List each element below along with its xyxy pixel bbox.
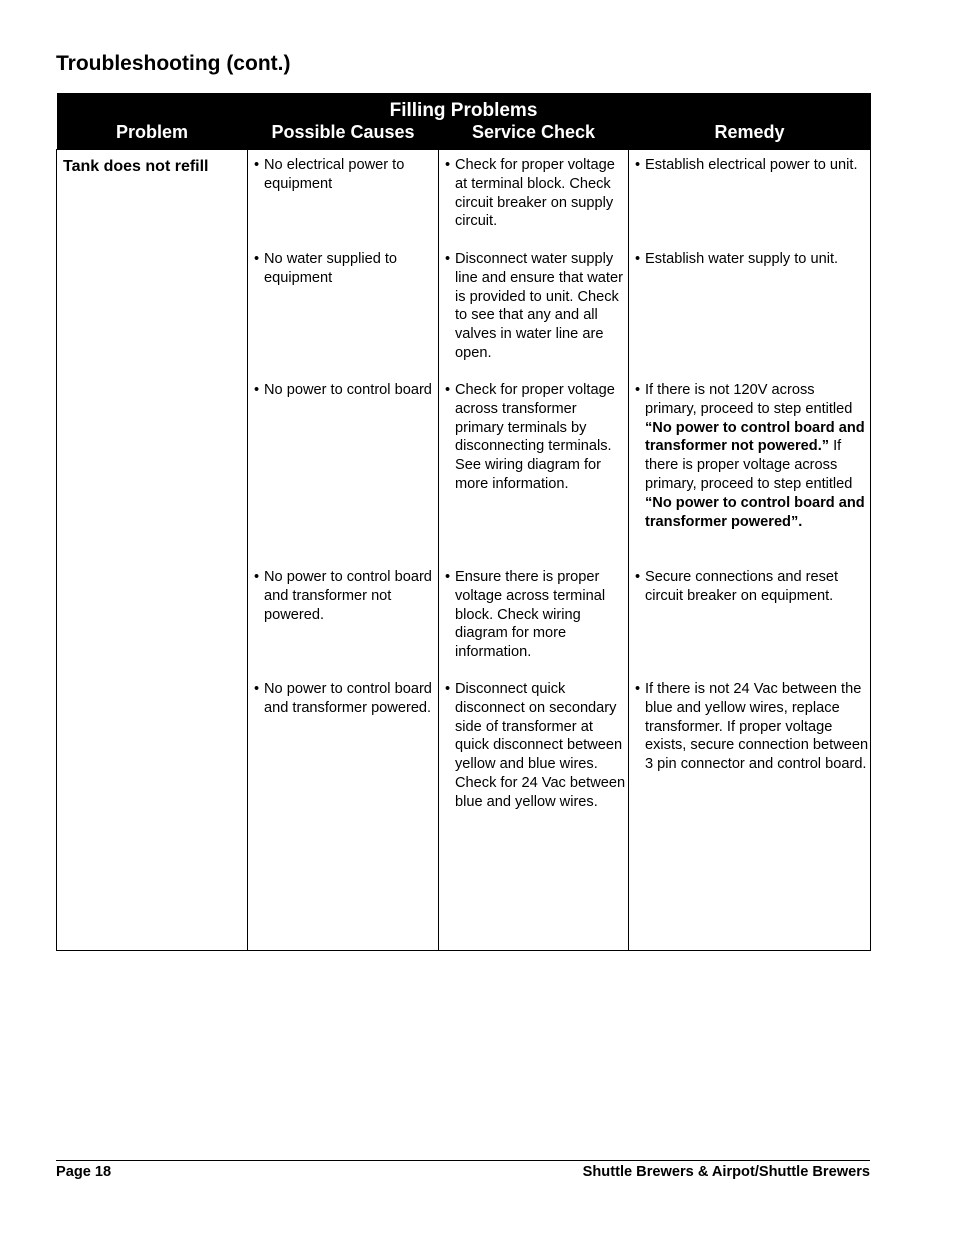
list-item <box>635 250 870 381</box>
section-title: Filling Problems <box>57 93 871 122</box>
bullet: • <box>254 569 260 585</box>
cause-text: No electrical power to equipment <box>264 157 405 192</box>
list-item <box>635 381 870 568</box>
bullet: • <box>635 382 641 398</box>
list-item <box>445 680 628 812</box>
bullet: • <box>635 251 641 267</box>
remedy-text-part: If there is not 120V across primary, proceed to step entitled <box>645 382 853 417</box>
troubleshooting-table <box>56 93 871 951</box>
remedy-text-part: If there is proper voltage across primary, proceed to step entitled <box>645 438 853 492</box>
page-title: Troubleshooting (cont.) <box>56 52 291 75</box>
bullet: • <box>254 382 260 398</box>
cause-text: No power to control board and transformer not powered. <box>264 569 432 623</box>
check-text: Disconnect quick disconnect on secondary side of transformer at quick disconnect between yellow and blue wires. Check for 24 Vac between blue and yellow wires. <box>455 681 626 810</box>
cause-text: No power to control board <box>264 382 432 398</box>
service-check-cell <box>439 150 629 951</box>
list-item <box>445 250 628 381</box>
footer-product-name: Shuttle Brewers & Airpot/Shuttle Brewers <box>582 1164 870 1180</box>
footer-page-number: Page 18 <box>56 1164 112 1180</box>
bullet: • <box>445 251 451 267</box>
check-text: Check for proper voltage across transformer primary terminals by disconnecting terminals. See wiring diagram for more information. <box>455 382 615 492</box>
problem-text: Tank does not refill <box>63 158 209 175</box>
list-item <box>254 381 438 568</box>
list-item <box>635 680 870 774</box>
remedy-step-reference: “No power to control board and transformer not powered.” <box>645 419 865 455</box>
remedy-text: Secure connections and reset circuit breaker on equipment. <box>645 569 839 604</box>
bullet: • <box>635 681 641 697</box>
list-item <box>445 568 628 680</box>
list-item <box>254 250 438 381</box>
remedy-step-reference: “No power to control board and transformer powered”. <box>645 494 865 530</box>
list-item <box>254 568 438 680</box>
cause-text: No water supplied to equipment <box>264 251 398 286</box>
bullet: • <box>445 157 451 173</box>
column-header-problem: Problem <box>57 122 248 150</box>
remedy-cell <box>629 150 871 951</box>
bullet: • <box>445 382 451 398</box>
check-text: Check for proper voltage at terminal block. Check circuit breaker on supply circuit. <box>455 157 615 230</box>
problem-cell <box>57 150 248 951</box>
list-item <box>254 680 438 718</box>
table-row <box>57 150 871 951</box>
footer-divider <box>56 1160 870 1161</box>
remedy-text: Establish electrical power to unit. <box>645 157 858 173</box>
list-item <box>445 156 628 250</box>
bullet: • <box>445 681 451 697</box>
bullet: • <box>254 157 260 173</box>
bullet: • <box>635 157 641 173</box>
causes-cell <box>248 150 439 951</box>
bullet: • <box>445 569 451 585</box>
list-item <box>635 156 870 250</box>
bullet: • <box>635 569 641 585</box>
check-text: Ensure there is proper voltage across terminal block. Check wiring diagram for more information. <box>455 569 606 661</box>
remedy-text: If there is not 24 Vac between the blue and yellow wires, replace transformer. If proper voltage exists, secure connection between 3 pin connector and control board. <box>645 681 869 773</box>
column-header-service-check: Service Check <box>439 122 629 150</box>
bullet: • <box>254 681 260 697</box>
list-item <box>445 381 628 568</box>
check-text: Disconnect water supply line and ensure that water is provided to unit. Check to see that any and all valves in water line are open. <box>455 251 623 361</box>
bullet: • <box>254 251 260 267</box>
list-item <box>635 568 870 680</box>
remedy-text: Establish water supply to unit. <box>645 251 839 267</box>
column-header-causes: Possible Causes <box>248 122 439 150</box>
list-item <box>254 156 438 250</box>
column-header-remedy: Remedy <box>629 122 871 150</box>
cause-text: No power to control board and transformer powered. <box>264 681 432 716</box>
